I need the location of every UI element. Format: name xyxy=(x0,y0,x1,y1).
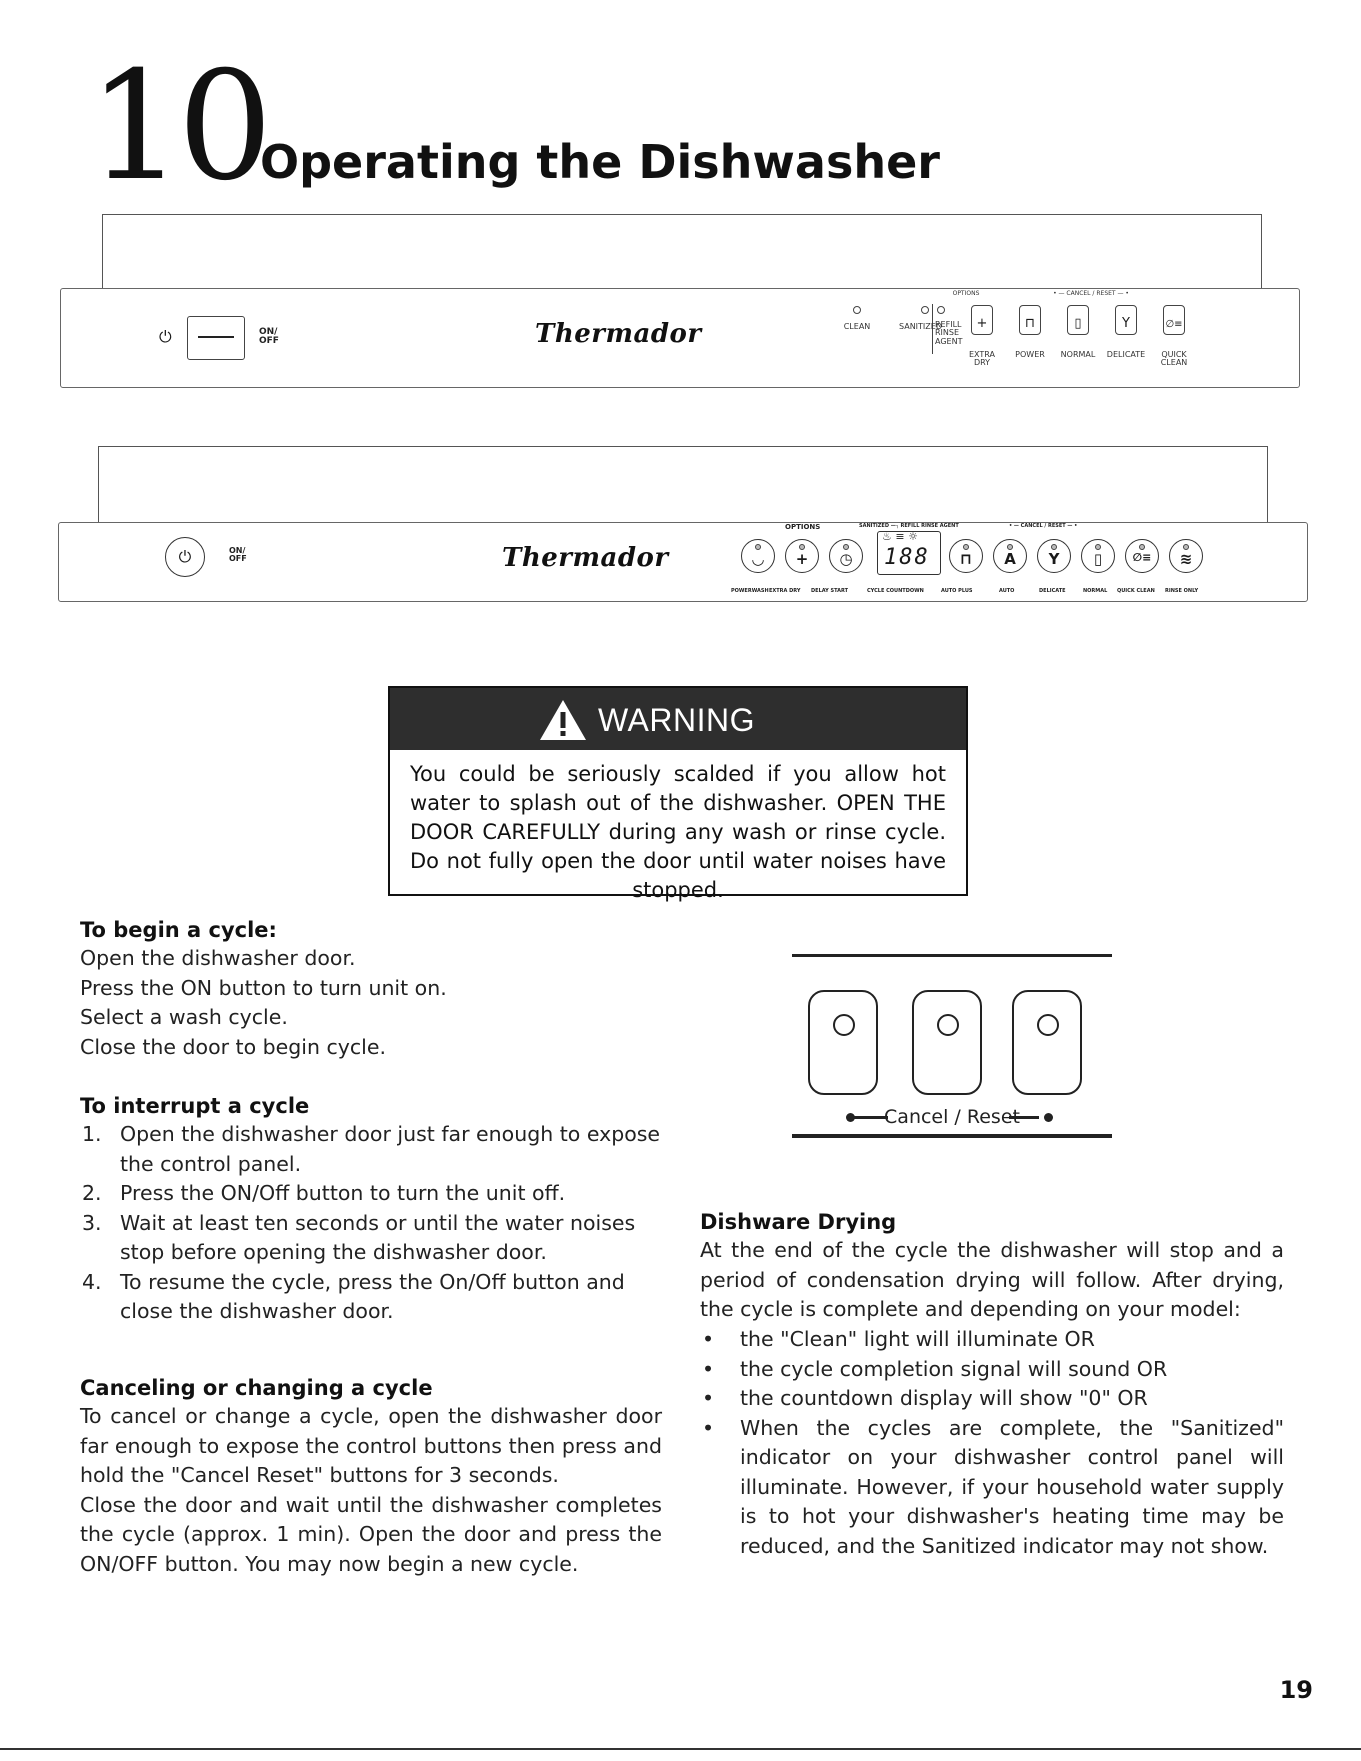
drying-bullet: • the "Clean" light will illuminate OR xyxy=(702,1327,1095,1351)
button-label-delay-start: DELAY START xyxy=(811,588,849,594)
drying-heading: Dishware Drying xyxy=(700,1210,897,1234)
clean-indicator xyxy=(853,306,861,314)
diagram-rule-top xyxy=(792,954,1112,957)
brand-logo: Thermador xyxy=(502,543,669,573)
cancel-reset-label: • — CANCEL / RESET — • xyxy=(1009,523,1078,529)
normal-button xyxy=(1081,539,1115,573)
auto-button xyxy=(993,539,1027,573)
drying-bullet: • When the cycles are complete, the "Sanitized" indicator on your dishwasher control panel will illuminate. However, if your household water supply is to hot your dishwasher's heating time may be reduced, and the Sanitized indicator may not show. xyxy=(702,1415,1284,1558)
panel-front xyxy=(60,288,1300,388)
power-symbol-icon: ⏻ xyxy=(178,547,192,566)
interrupt-step: 4. To resume the cycle, press the On/Off button and close the dishwasher door. xyxy=(82,1269,625,1323)
begin-cycle-heading: To begin a cycle: xyxy=(80,918,277,942)
footer-rule xyxy=(0,1748,1361,1750)
delicate-button xyxy=(1037,539,1071,573)
interrupt-steps xyxy=(82,1120,662,1327)
cancel-paragraph: Close the door and wait until the dishwasher completes the cycle (approx. 1 min). Open the door and press the ON/OFF button. You may now begin a new cycle. xyxy=(80,1492,662,1576)
chapter-title: Operating the Dishwasher xyxy=(260,135,940,189)
options-label: OPTIONS xyxy=(952,290,980,297)
indicator-label-sanitized: SANITIZED xyxy=(899,322,942,331)
cancel-reset-label: Cancel / Reset xyxy=(884,1106,1020,1128)
indicator-label-clean: CLEAN xyxy=(843,322,871,331)
warning-box xyxy=(388,686,968,902)
warning-text: You could be seriously scalded if you allow hot water to splash out of the dishwasher. OPEN THE DOOR CAREFULLY during any wash or rinse cycle. Do not fully open the door until water noises have stopped. xyxy=(410,762,946,902)
sanitized-refill-label: SANITIZED —┐ REFILL RINSE AGENT xyxy=(859,523,959,529)
power-button xyxy=(187,316,245,360)
begin-step: Open the dishwasher door. xyxy=(80,946,356,970)
rinse-icon: ≋ xyxy=(1179,550,1193,568)
quick-clean-icon: ∅≡ xyxy=(1165,319,1183,330)
cancel-reset-label: • — CANCEL / RESET — • xyxy=(1053,290,1129,297)
interrupt-cycle-heading: To interrupt a cycle xyxy=(80,1094,310,1118)
begin-step: Press the ON button to turn unit on. xyxy=(80,975,447,1000)
sanitized-refill-icons: ♨ ≡ ☼ xyxy=(882,530,918,543)
pot-icon: ⊓ xyxy=(960,550,972,568)
cancel-reset-diagram-button xyxy=(912,990,982,1095)
delay-start-button xyxy=(829,539,863,573)
page-number: 19 xyxy=(1279,1676,1313,1704)
power-label: ON/ OFF xyxy=(259,327,279,347)
button-label-extra-dry: EXTRA DRY xyxy=(769,588,801,594)
plus-icon: + xyxy=(795,550,809,568)
cancel-cycle-text xyxy=(80,1402,662,1579)
begin-step: Select a wash cycle. xyxy=(80,1005,288,1029)
sanitized-indicator xyxy=(921,306,929,314)
pot-icon: ⊓ xyxy=(1024,316,1036,331)
quick-clean-icon: ∅≡ xyxy=(1132,551,1152,564)
quick-clean-button xyxy=(1163,305,1185,335)
begin-step: Close the door to begin cycle. xyxy=(80,1034,386,1059)
wine-glass-icon: Y xyxy=(1048,550,1060,568)
delicate-cycle-button xyxy=(1115,305,1137,335)
powerwash-button xyxy=(741,539,775,573)
power-cycle-button xyxy=(1019,305,1041,335)
indicator-label-refill: REFILL RINSE AGENT xyxy=(935,320,963,346)
button-label-rinse-only: RINSE ONLY xyxy=(1165,588,1199,594)
options-label: OPTIONS xyxy=(785,523,821,531)
drying-bullets xyxy=(700,1325,1284,1561)
countdown-display xyxy=(877,531,941,575)
button-label-quick-clean: QUICK CLEAN xyxy=(1160,350,1188,368)
button-label-powerwash: POWERWASH xyxy=(731,588,769,594)
warning-header xyxy=(390,688,966,750)
quick-clean-button xyxy=(1125,539,1159,573)
cancel-reset-diagram-button xyxy=(808,990,878,1095)
power-label: ON/ OFF xyxy=(229,546,247,564)
button-label-normal: NORMAL xyxy=(1060,350,1096,359)
pot-icon: ◡ xyxy=(752,550,764,568)
button-label-auto-plus: AUTO PLUS xyxy=(941,588,973,594)
drying-intro: At the end of the cycle the dishwasher will stop and a period of condensation drying will follow. After drying, the cycle is complete and depending on your model: xyxy=(700,1238,1284,1321)
power-symbol-icon: ⏻ xyxy=(159,327,172,346)
power-button xyxy=(165,537,205,577)
wine-glass-icon: Y xyxy=(1122,316,1130,331)
clock-icon: ◷ xyxy=(839,550,853,568)
refill-indicator xyxy=(937,306,945,314)
button-label-power: POWER xyxy=(1015,350,1045,359)
plus-icon: + xyxy=(976,316,988,331)
drying-bullet: • the countdown display will show "0" OR xyxy=(702,1386,1148,1410)
interrupt-step: 3. Wait at least ten seconds or until the water noises stop before opening the dishwasher door. xyxy=(82,1210,636,1264)
panel-door-edge xyxy=(98,446,1268,522)
cancel-reset-diagram xyxy=(792,950,1112,1140)
button-label-quick-clean: QUICK CLEAN xyxy=(1117,588,1155,594)
cancel-paragraph: To cancel or change a cycle, open the dishwasher door far enough to expose the control buttons then press and hold the "Cancel Reset" buttons for 3 seconds. xyxy=(80,1404,662,1487)
button-label-delicate: DELICATE xyxy=(1106,350,1146,359)
auto-a-icon: A xyxy=(1004,550,1016,568)
interrupt-step: 2. Press the ON/Off button to turn the unit off. xyxy=(82,1181,566,1205)
glass-cup-icon: ▯ xyxy=(1074,316,1082,331)
begin-cycle-steps xyxy=(80,944,680,1062)
diagram-rule-bottom xyxy=(792,1134,1112,1138)
button-label-countdown: CYCLE COUNTDOWN xyxy=(867,588,924,594)
display-digits: 188 xyxy=(884,545,930,570)
extra-dry-button xyxy=(971,305,993,335)
extra-dry-button xyxy=(785,539,819,573)
brand-logo: Thermador xyxy=(535,319,702,349)
button-label-extra-dry: EXTRA DRY xyxy=(969,350,995,368)
button-label-delicate: DELICATE xyxy=(1039,588,1066,594)
interrupt-step: 1. Open the dishwasher door just far enough to expose the control panel. xyxy=(82,1122,661,1176)
warning-label: WARNING xyxy=(598,702,755,738)
drying-bullet: • the cycle completion signal will sound OR xyxy=(702,1356,1168,1381)
rinse-only-button xyxy=(1169,539,1203,573)
cancel-reset-diagram-button xyxy=(1012,990,1082,1095)
cancel-cycle-heading: Canceling or changing a cycle xyxy=(80,1376,433,1400)
glass-cup-icon: ▯ xyxy=(1093,550,1103,568)
warning-triangle-icon xyxy=(538,698,588,742)
panel-front xyxy=(58,522,1308,602)
button-label-normal: NORMAL xyxy=(1083,588,1108,594)
chapter-number: 10 xyxy=(88,40,267,214)
button-label-auto: AUTO xyxy=(999,588,1015,594)
auto-plus-button xyxy=(949,539,983,573)
panel-door-edge xyxy=(102,214,1262,288)
normal-cycle-button xyxy=(1067,305,1089,335)
